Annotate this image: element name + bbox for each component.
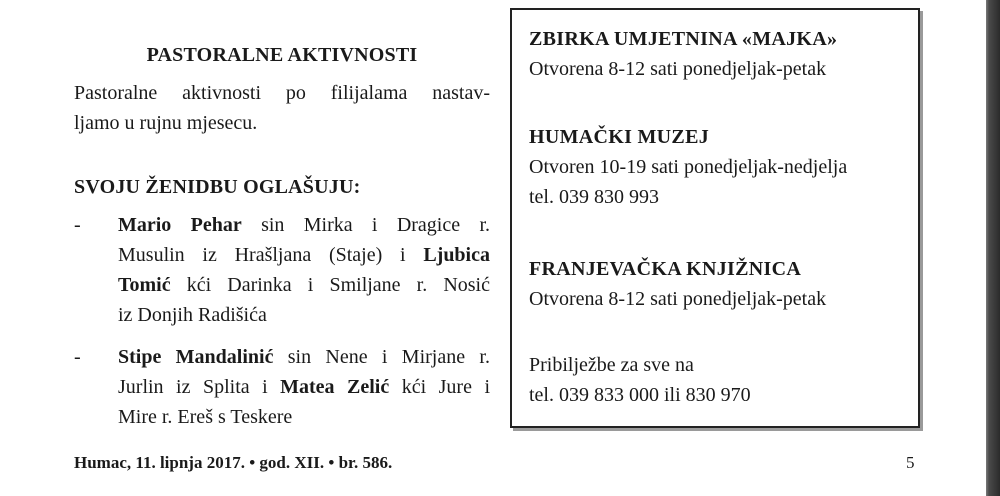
info-line: tel. 039 830 993 bbox=[529, 186, 659, 208]
list-dash: - bbox=[74, 214, 81, 236]
info-block-art-collection bbox=[529, 24, 837, 84]
info-line: Otvorena 8-12 sati ponedjeljak-petak bbox=[529, 58, 827, 80]
paragraph-line: ljamo u rujnu mjesecu. bbox=[74, 112, 258, 134]
list-dash: - bbox=[74, 346, 81, 368]
announcement-text-fragment: sin Mirka i Dragice r. bbox=[241, 214, 490, 236]
info-block-museum bbox=[529, 122, 847, 212]
info-line: Otvorena 8-12 sati ponedjeljak-petak bbox=[529, 288, 827, 310]
announcement-text-fragment: kći Darinka i Smiljane r. Nosić bbox=[170, 274, 490, 296]
announcement-text bbox=[118, 210, 490, 330]
announcement-text-fragment: sin Nene i Mirjane r. bbox=[273, 346, 490, 368]
bride-surname: Tomić bbox=[118, 274, 171, 296]
publication-footer: Humac, 11. lipnja 2017. • god. XII. • br. 586. bbox=[74, 453, 393, 472]
info-heading: FRANJEVAČKA KNJIŽNICA bbox=[529, 258, 802, 280]
page-number: 5 bbox=[906, 453, 915, 472]
info-line: Pribilježbe za sve na bbox=[529, 354, 694, 376]
info-block-registration bbox=[529, 350, 751, 410]
pastoral-paragraph bbox=[74, 78, 490, 138]
info-heading: HUMAČKI MUZEJ bbox=[529, 126, 710, 148]
paragraph-line: Pastoralne aktivnosti po filijalama nastav- bbox=[74, 82, 490, 104]
section-title-announcements: SVOJU ŽENIDBU OGLAŠUJU: bbox=[74, 176, 361, 198]
page-edge-shadow bbox=[986, 0, 1000, 496]
announcement-line bbox=[118, 240, 490, 270]
bride-name: Matea Zelić bbox=[280, 376, 390, 398]
info-heading: ZBIRKA UMJETNINA «MAJKA» bbox=[529, 28, 838, 50]
announcement-line: Mire r. Ereš s Teskere bbox=[118, 406, 293, 428]
announcement-line: iz Donjih Radišića bbox=[118, 304, 267, 326]
announcement-line bbox=[118, 342, 490, 372]
announcement-text bbox=[118, 342, 490, 432]
groom-name: Mario Pehar bbox=[118, 214, 242, 236]
info-box bbox=[510, 8, 920, 428]
announcement-text-fragment: Musulin iz Hrašljana (Staje) i bbox=[118, 244, 424, 266]
info-block-library bbox=[529, 254, 826, 314]
info-line: tel. 039 833 000 ili 830 970 bbox=[529, 384, 751, 406]
groom-name: Stipe Mandalinić bbox=[118, 346, 274, 368]
announcement-line bbox=[118, 270, 490, 300]
info-line: Otvoren 10-19 sati ponedjeljak-nedjelja bbox=[529, 156, 848, 178]
announcement-text-fragment: Jurlin iz Splita i bbox=[118, 376, 281, 398]
announcement-text-fragment: kći Jure i bbox=[389, 376, 491, 398]
section-title-pastoral: PASTORALNE AKTIVNOSTI bbox=[146, 44, 418, 66]
announcement-line bbox=[118, 372, 490, 402]
bride-name: Ljubica bbox=[423, 244, 490, 266]
announcement-line bbox=[118, 210, 490, 240]
